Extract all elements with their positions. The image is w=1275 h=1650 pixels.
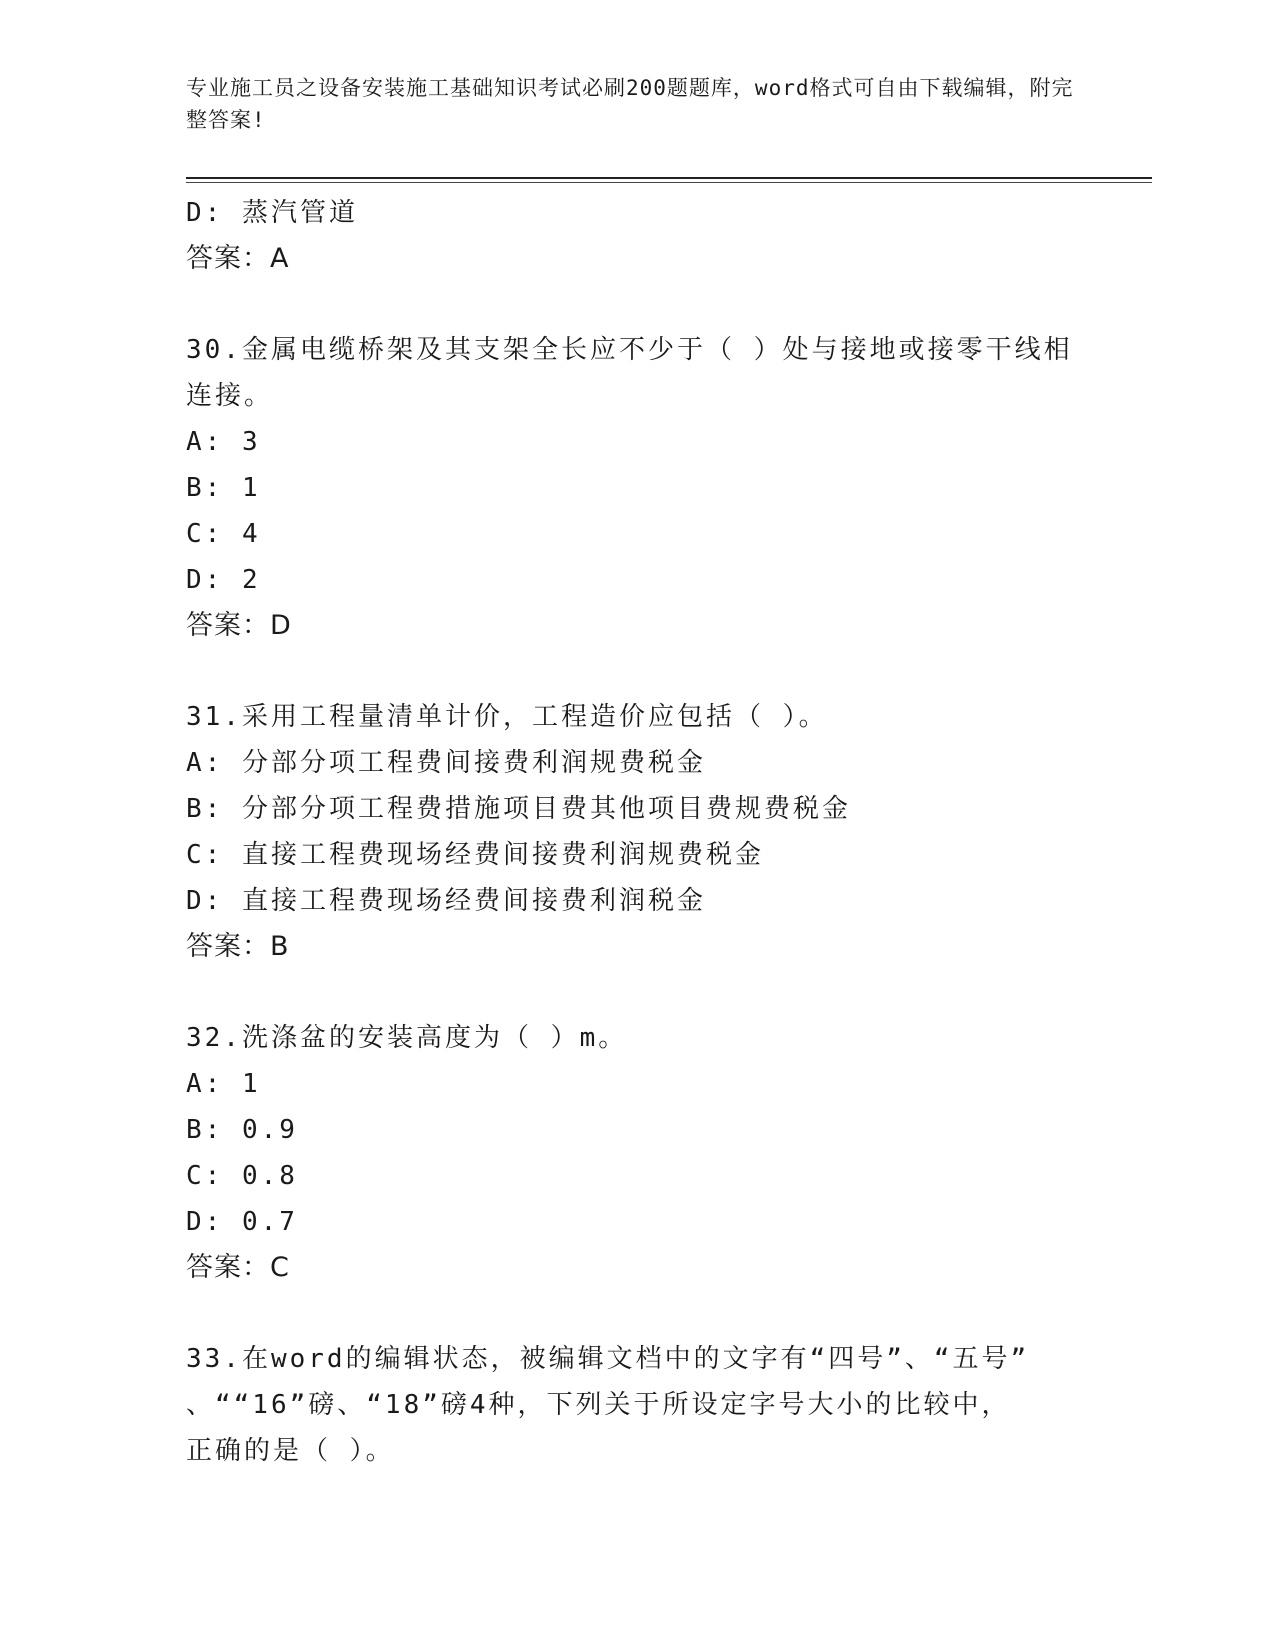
header-divider-thick xyxy=(186,177,1152,179)
option-c: C: 直接工程费现场经费间接费利润规费税金 xyxy=(186,840,764,870)
question-text: 30.金属电缆桥架及其支架全长应不少于（ ）处与接地或接零干线相 xyxy=(186,335,1073,365)
header-divider-thin xyxy=(186,182,1152,183)
option-b: B: 分部分项工程费措施项目费其他项目费规费税金 xyxy=(186,794,851,824)
option-a: A: 1 xyxy=(186,1069,261,1099)
option-d: D: 直接工程费现场经费间接费利润税金 xyxy=(186,886,706,916)
spacer xyxy=(186,1291,1086,1336)
question-list xyxy=(186,190,1086,1474)
question-31 xyxy=(186,694,1086,970)
spacer xyxy=(186,649,1086,694)
option-b: B: 1 xyxy=(186,473,261,503)
question-text-cont: 连接。 xyxy=(186,381,274,411)
question-32 xyxy=(186,1015,1086,1291)
page-header: 专业施工员之设备安装施工基础知识考试必刷200题题库，word格式可自由下载编辑，附完整答案! xyxy=(186,76,1074,132)
answer-line: 答案：A xyxy=(186,243,290,274)
answer-line: 答案：C xyxy=(186,1252,290,1283)
question-text-cont: 、““16”磅、“18”磅4种，下列关于所设定字号大小的比较中， xyxy=(186,1390,1011,1420)
option-c: C: 0.8 xyxy=(186,1161,298,1191)
question-text-cont: 正确的是（ ）。 xyxy=(186,1436,395,1466)
question-29-tail xyxy=(186,190,1086,282)
option-d: D: 0.7 xyxy=(186,1207,298,1237)
question-text: 33.在word的编辑状态，被编辑文档中的文字有“四号”、“五号” xyxy=(186,1344,1030,1374)
question-text: 31.采用工程量清单计价，工程造价应包括（ ）。 xyxy=(186,702,828,732)
option-a: A: 3 xyxy=(186,427,261,457)
question-text: 32.洗涤盆的安装高度为（ ）m。 xyxy=(186,1023,628,1053)
option-d: D: 2 xyxy=(186,565,261,595)
question-30 xyxy=(186,327,1086,649)
question-33 xyxy=(186,1336,1086,1474)
option-c: C: 4 xyxy=(186,519,261,549)
option-b: B: 0.9 xyxy=(186,1115,298,1145)
spacer xyxy=(186,970,1086,1015)
option-d: D: 蒸汽管道 xyxy=(186,198,358,228)
answer-line: 答案：B xyxy=(186,931,290,962)
spacer xyxy=(186,282,1086,327)
answer-line: 答案：D xyxy=(186,610,292,641)
option-a: A: 分部分项工程费间接费利润规费税金 xyxy=(186,748,706,778)
